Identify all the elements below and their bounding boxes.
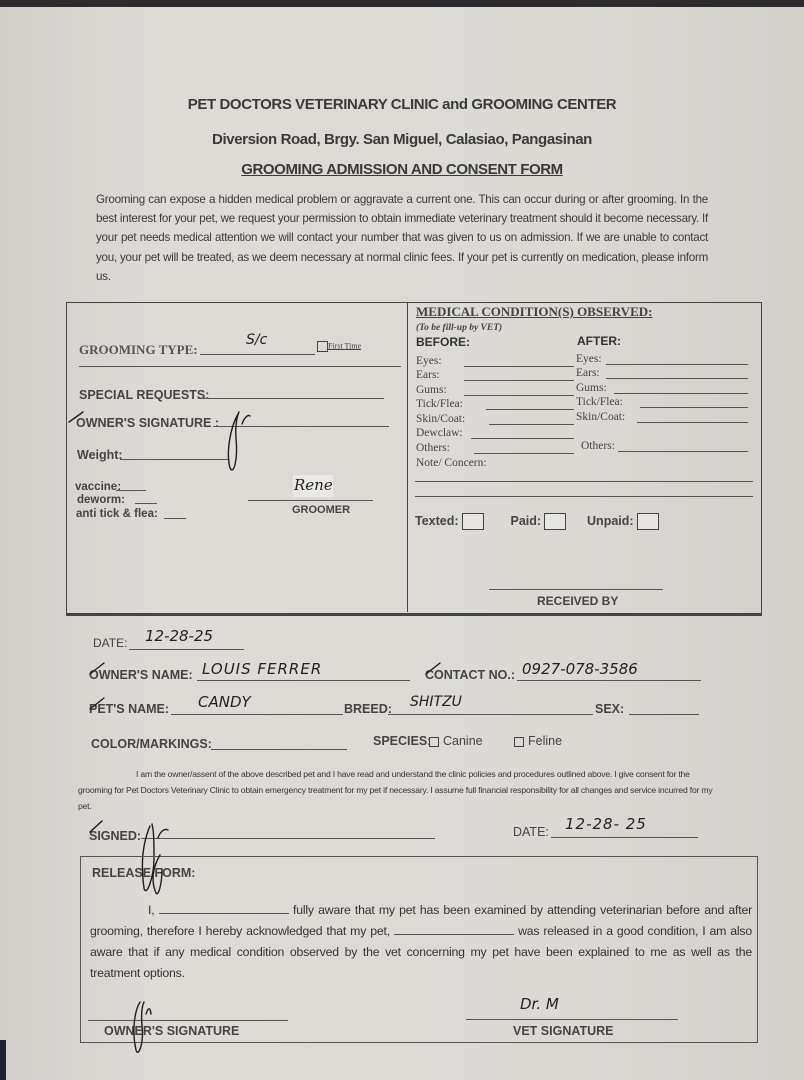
anti-tick-flea-label: anti tick & flea: [76, 508, 158, 520]
clinic-address: Diversion Road, Brgy. San Miguel, Calasiao, Pangasinan [212, 131, 592, 148]
unpaid-checkbox[interactable] [637, 513, 659, 530]
after-field-label: Others: [581, 440, 615, 452]
paid-label: Paid: [510, 513, 542, 528]
before-field-input[interactable] [474, 453, 574, 454]
intro-paragraph: Grooming can expose a hidden medical problem or aggravate a current one. This can occur during or after grooming. In the best interest for your pet, we request your permission to obtain immediate veterinary treatment should it become necessary. If your pet needs medical attention we will contact your number that was given to us on admission. If we are unable to contact you, your pet will be treated, as we deem necessary at normal clinic fees. If your pet is currently on medication, please inform us. [96, 193, 708, 283]
date-label: DATE: [93, 636, 128, 650]
before-field-input[interactable] [464, 395, 574, 396]
before-field-input[interactable] [471, 438, 574, 439]
contact-value: 0927-078-3586 [522, 660, 638, 678]
color-markings-field[interactable] [211, 749, 347, 750]
consent-text: I am the owner/assent of the above described pet and I have read and understand the clinic policies and procedures outlined above. I give consent for the grooming for Pet Doctors Veterinary Clinic to obtain emergency treatment for my pet if necessary. I assume full financial responsibility for all changes and service incurred for my pet. [78, 769, 713, 811]
deworm-label: deworm: [77, 494, 125, 506]
check-mark-icon [88, 695, 108, 711]
before-field-label: Skin/Coat: [416, 413, 466, 425]
checkbox-icon [429, 737, 439, 747]
release-title-scribble [140, 855, 174, 895]
before-field-label: Dewclaw: [416, 427, 463, 439]
before-field-input[interactable] [464, 366, 574, 367]
form-title: GROOMING ADMISSION AND CONSENT FORM [241, 161, 563, 178]
photo-edge-shadow [0, 1040, 6, 1080]
consent-paragraph [78, 766, 718, 814]
checkbox-icon [514, 737, 524, 747]
consent-date-value: 12-28- 25 [565, 815, 647, 833]
date-value: 12-28-25 [145, 627, 214, 645]
species-feline-label: Feline [528, 734, 563, 748]
check-mark-icon [67, 410, 87, 424]
check-mark-icon [88, 660, 108, 676]
grooming-type-extra-line [79, 366, 401, 367]
photo-edge [0, 0, 804, 7]
before-field-label: Gums: [416, 384, 447, 396]
check-mark-icon [424, 660, 444, 676]
vaccine-field[interactable] [116, 490, 146, 491]
after-field-input[interactable] [640, 407, 748, 408]
release-owner-signature-field[interactable] [88, 1020, 288, 1021]
note-line-2[interactable] [415, 496, 753, 497]
special-requests-label: SPECIAL REQUESTS: [79, 388, 210, 402]
owner-name-label: OWNER'S NAME: [89, 668, 193, 682]
pet-name-field[interactable] [171, 714, 343, 715]
before-field-label: Ears: [416, 369, 440, 381]
vaccine-label: vaccine: [75, 481, 122, 493]
signed-label: SIGNED: [89, 829, 142, 843]
medical-subtitle: (To be fill-up by VET) [416, 323, 503, 333]
consent-date-field[interactable] [551, 837, 698, 838]
pet-name-value: CANDY [198, 693, 251, 711]
before-field-label: Tick/Flea: [416, 398, 463, 410]
consent-date-label: DATE: [513, 825, 549, 839]
before-label: BEFORE: [416, 335, 470, 349]
release-paragraph [90, 900, 752, 984]
species-feline-option[interactable] [514, 734, 562, 748]
after-field-label: Ears: [576, 367, 600, 379]
after-field-input[interactable] [618, 451, 748, 452]
first-time-label: First Time [328, 341, 362, 351]
checkbox-icon [317, 341, 328, 352]
special-requests-field[interactable] [198, 398, 384, 399]
breed-field[interactable] [388, 714, 593, 715]
grooming-type-label: GROOMING TYPE: [79, 342, 198, 357]
release-text-3: was released in a good condition, I am also aware that if any medical condition observed by the vet concerning my pet have been explained to me as well as the treatment options. [90, 924, 753, 980]
before-field-label: Others: [416, 442, 450, 454]
deworm-field[interactable] [135, 503, 157, 504]
species-label: SPECIES: [373, 734, 432, 748]
first-time-checkbox[interactable] [317, 341, 361, 352]
before-field-input[interactable] [486, 409, 574, 410]
pet-name-label: PET'S NAME: [89, 702, 170, 716]
before-field-input[interactable] [464, 380, 574, 381]
vet-signature-label: VET SIGNATURE [513, 1024, 614, 1038]
after-field-input[interactable] [606, 364, 748, 365]
contact-label: CONTACT NO.: [425, 668, 516, 682]
vet-signature-field[interactable] [466, 1019, 678, 1020]
before-field-label: Eyes: [416, 355, 442, 367]
texted-checkbox[interactable] [462, 513, 484, 530]
note-concern-label: Note/ Concern: [416, 457, 487, 469]
texted-label: Texted: [415, 513, 459, 528]
paid-checkbox[interactable] [544, 513, 566, 530]
breed-label: BREED: [344, 702, 392, 716]
note-line-1[interactable] [415, 481, 753, 482]
release-text-1: I, [148, 903, 155, 917]
groomer-label: GROOMER [292, 504, 351, 516]
release-owner-signature-label: OWNER'S SIGNATURE [104, 1024, 240, 1038]
owner-signature-scribble [222, 408, 262, 478]
unpaid-label: Unpaid: [587, 513, 634, 528]
after-field-label: Gums: [576, 382, 607, 394]
after-field-input[interactable] [637, 422, 748, 423]
groomer-value: Rene [294, 476, 333, 494]
weight-field[interactable] [120, 459, 228, 460]
grooming-type-field[interactable] [200, 354, 315, 355]
sex-label: SEX: [595, 702, 625, 716]
received-by-label: RECEIVED BY [537, 594, 619, 608]
after-field-label: Eyes: [576, 353, 602, 365]
status-checkboxes [415, 513, 659, 530]
release-pet-name-field[interactable] [394, 924, 514, 935]
after-field-label: Skin/Coat: [576, 411, 626, 423]
groomer-field[interactable] [248, 500, 373, 501]
after-field-label: Tick/Flea: [576, 396, 623, 408]
breed-value: SHITZU [410, 694, 462, 710]
release-owner-name-field[interactable] [159, 903, 289, 914]
owner-name-field[interactable] [197, 680, 410, 681]
weight-label: Weight: [77, 448, 123, 462]
after-field-input[interactable] [614, 393, 748, 394]
release-form-title: RELEASE FORM: [92, 866, 196, 880]
contact-field[interactable] [517, 680, 701, 681]
anti-tick-flea-field[interactable] [164, 518, 186, 519]
release-owner-signature-scribble [128, 998, 168, 1060]
before-field-input[interactable] [489, 424, 574, 425]
after-label: AFTER: [577, 334, 621, 348]
sex-field[interactable] [629, 714, 699, 715]
species-canine-label: Canine [443, 734, 483, 748]
owner-name-value: LOUIS FERRER [202, 660, 323, 678]
vet-signature-value: Dr. M [520, 995, 559, 1013]
after-field-input[interactable] [606, 378, 748, 379]
species-canine-option[interactable] [429, 734, 483, 748]
owner-signature-label: OWNER'S SIGNATURE : [76, 416, 220, 430]
color-markings-label: COLOR/MARKINGS: [91, 737, 212, 751]
release-text-2: fully aware that my pet has been examined by attending veterinarian before and after grooming, therefore I hereby acknowledged that my pet, [90, 903, 753, 938]
medical-title: MEDICAL CONDITION(S) OBSERVED: [416, 304, 653, 319]
date-field[interactable] [129, 649, 244, 650]
received-by-field[interactable] [489, 589, 663, 590]
clinic-name: PET DOCTORS VETERINARY CLINIC and GROOMING CENTER [187, 96, 617, 113]
box-divider [407, 302, 408, 612]
grooming-type-value: S/c [246, 332, 268, 348]
